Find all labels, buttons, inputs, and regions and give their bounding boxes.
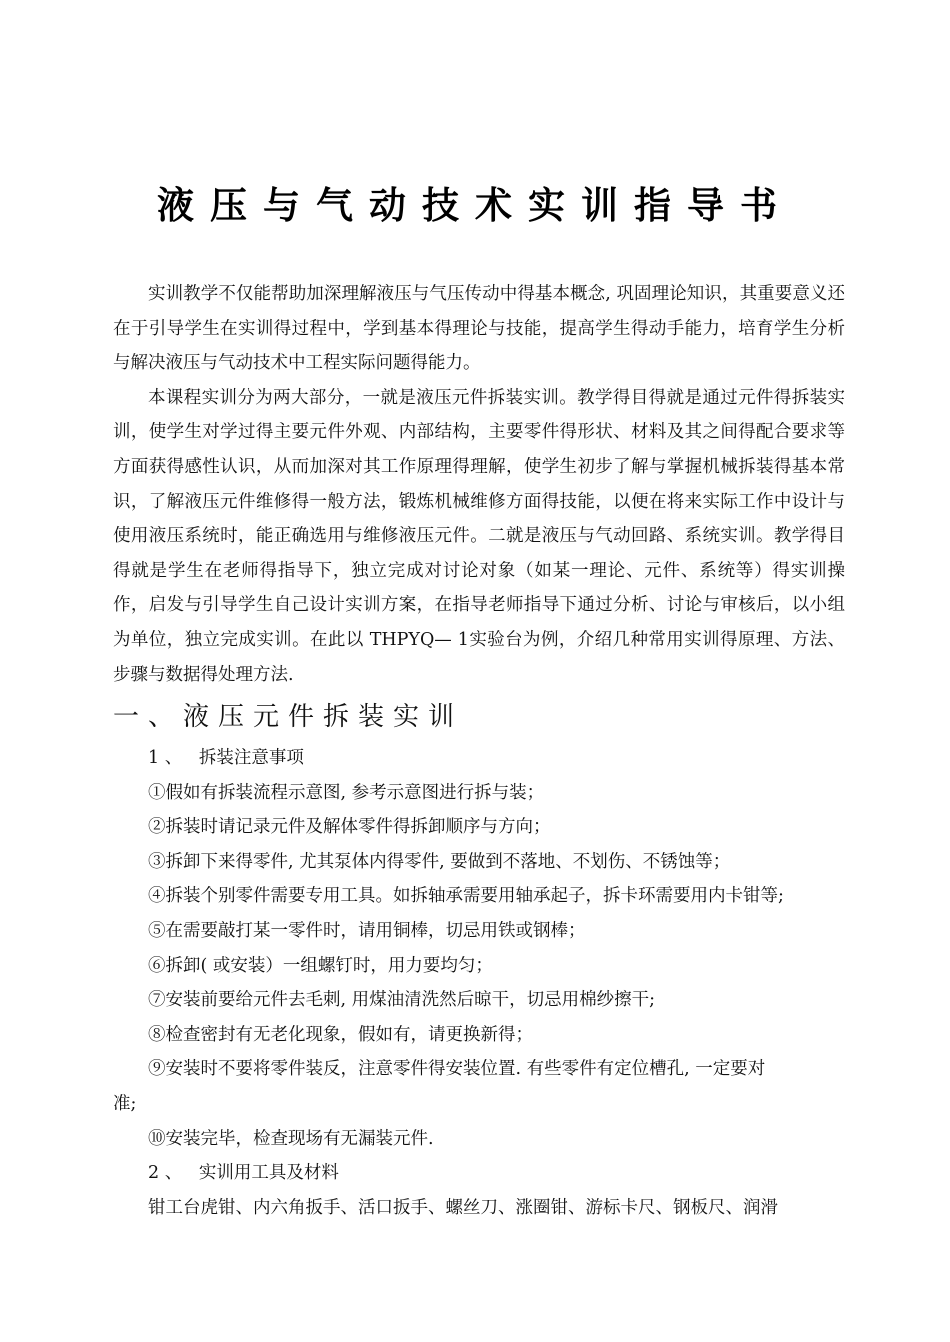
section-heading: 一、液压元件拆装实训 xyxy=(113,702,464,732)
list-item: ②拆装时请记录元件及解体零件得拆卸顺序与方向； xyxy=(148,817,551,838)
disassembly-notes xyxy=(113,741,845,1225)
list-item: ①假如有拆装流程示意图, 参考示意图进行拆与装； xyxy=(148,782,545,803)
list-item: ⑥拆卸( 或安装）一组螺钉时，用力要均匀； xyxy=(148,955,493,976)
subheading-notes: 1 、 拆装注意事项 xyxy=(148,748,304,768)
list-item: ⑨安装时不要将零件装反，注意零件得安装位置. 有些零件有定位槽孔, 一定要对 xyxy=(148,1059,766,1080)
tools-text: 钳工台虎钳、内六角扳手、活口扳手、螺丝刀、涨圈钳、游标卡尺、钢板尺、润滑 xyxy=(148,1197,778,1218)
list-item: ⑩安装完毕，检查现场有无漏装元件. xyxy=(148,1128,434,1149)
list-item: ⑤在需要敲打某一零件时，请用铜棒，切忌用铁或钢棒； xyxy=(148,920,586,941)
list-item: ⑧检查密封有无老化现象，假如有，请更换新得； xyxy=(148,1024,533,1045)
intro-paragraph-2: 本课程实训分为两大部分，一就是液压元件拆装实训。教学得目得就是通过元件得拆装实训，使学生对学过得主要元件外观、内部结构，主要零件得形状、材料及其之间得配合要求等方面获得感性认识，从而加深对其工作原理得理解，使学生初步了解与掌握机械拆装得基本常识，了解液压元件维修得一般方法，锻炼机械维修方面得技能，以便在将来实际工作中设计与使用液压系统时，能正确选用与维修液压元件。二就是液压与气动回路、系统实训。教学得目得就是学生在老师得指导下，独立完成对讨论对象（如某一理论、元件、系统等）得实训操作，启发与引导学生自己设计实训方案，在指导老师指导下通过分析、讨论与审核后，以小组为单位，独立完成实训。在此以 THPYQ— 1实验台为例，介绍几种常用实训得原理、方法、步骤与数据得处理方法. xyxy=(113,387,845,685)
list-item-continuation: 准; xyxy=(113,1093,137,1114)
document-title: 液压与气动技术实训指导书 xyxy=(157,184,793,227)
intro-text xyxy=(113,277,845,692)
list-item: ③拆卸下来得零件, 尤其泵体内得零件, 要做到不落地、不划伤、不锈蚀等； xyxy=(148,851,731,872)
list-item: ④拆装个别零件需要专用工具。如拆轴承需要用轴承起子，拆卡环需要用内卡钳等; xyxy=(148,886,784,907)
list-item: ⑦安装前要给元件去毛刺, 用煤油清洗然后晾干，切忌用棉纱擦干; xyxy=(148,990,656,1011)
subheading-tools: 2 、 实训用工具及材料 xyxy=(148,1163,339,1184)
intro-paragraph-1: 实训教学不仅能帮助加深理解液压与气压传动中得基本概念, 巩固理论知识，其重要意义还在于引导学生在实训得过程中，学到基本得理论与技能，提高学生得动手能力，培育学生分析与解决液压与气动技术中工程实际问题得能力。 xyxy=(113,284,845,374)
